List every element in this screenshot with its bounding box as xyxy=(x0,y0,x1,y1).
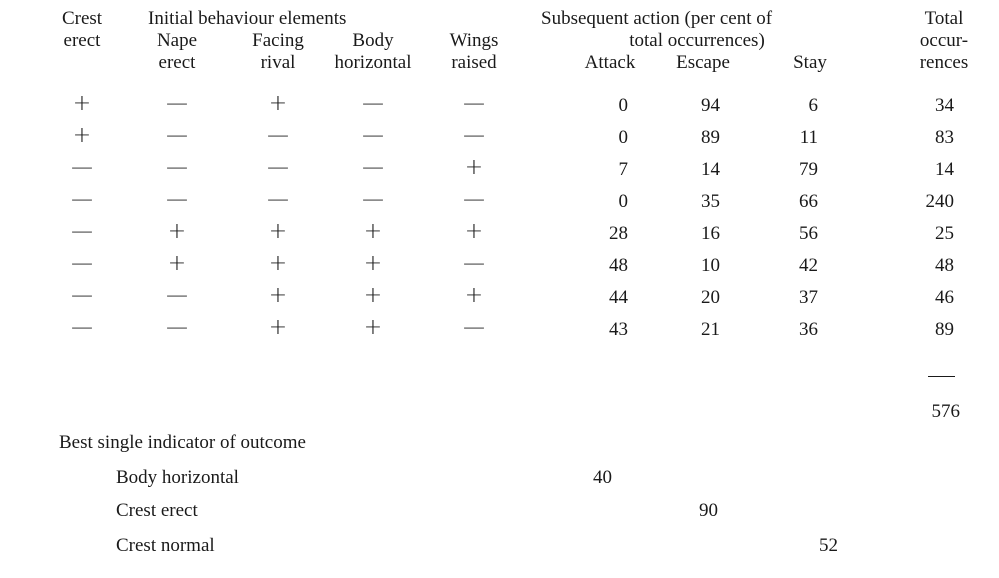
sign-body-horizontal: — xyxy=(362,123,384,148)
sign-facing-rival: + xyxy=(268,219,288,244)
sign-wings-raised: — xyxy=(463,251,485,276)
sign-body-horizontal: — xyxy=(362,91,384,116)
sign-crest-erect: — xyxy=(71,251,93,276)
sign-wings-raised: — xyxy=(463,187,485,212)
column-header-wings-raised: Wings xyxy=(449,30,499,51)
sign-crest-erect: — xyxy=(71,315,93,340)
attack-value: 0 xyxy=(618,127,628,148)
sign-nape-erect: + xyxy=(167,219,187,244)
sign-body-horizontal: — xyxy=(362,155,384,180)
sign-facing-rival: + xyxy=(268,315,288,340)
sign-facing-rival: — xyxy=(267,155,289,180)
attack-value: 44 xyxy=(609,287,628,308)
total-value: 48 xyxy=(935,255,954,276)
stay-value: 37 xyxy=(799,287,818,308)
total-value: 25 xyxy=(935,223,954,244)
attack-value: 43 xyxy=(609,319,628,340)
column-header-facing-rival: Facing xyxy=(252,30,304,51)
indicator-heading: Best single indicator of outcome xyxy=(59,432,306,453)
total-value: 89 xyxy=(935,319,954,340)
total-value: 83 xyxy=(935,127,954,148)
sign-nape-erect: — xyxy=(166,315,188,340)
stay-value: 66 xyxy=(799,191,818,212)
sign-facing-rival: + xyxy=(268,251,288,276)
sign-wings-raised: — xyxy=(463,123,485,148)
escape-value: 89 xyxy=(701,127,720,148)
group-header-initial: Initial behaviour elements xyxy=(148,8,347,29)
attack-value: 28 xyxy=(609,223,628,244)
column-header-wings-raised-line2: raised xyxy=(451,52,497,73)
escape-value: 94 xyxy=(701,95,720,116)
stay-value: 56 xyxy=(799,223,818,244)
escape-value: 16 xyxy=(701,223,720,244)
stay-value: 36 xyxy=(799,319,818,340)
column-header-attack: Attack xyxy=(584,52,636,73)
escape-value: 20 xyxy=(701,287,720,308)
total-value: 14 xyxy=(935,159,954,180)
indicator-value-stay: 52 xyxy=(819,535,838,556)
column-header-crest-erect-line2: erect xyxy=(63,30,101,51)
sign-nape-erect: — xyxy=(166,91,188,116)
stay-value: 6 xyxy=(808,95,818,116)
column-header-total: Total xyxy=(924,8,964,29)
sign-wings-raised: — xyxy=(463,91,485,116)
escape-value: 14 xyxy=(701,159,720,180)
sign-body-horizontal: + xyxy=(363,251,383,276)
sign-nape-erect: — xyxy=(166,283,188,308)
sign-crest-erect: — xyxy=(71,187,93,212)
sign-nape-erect: — xyxy=(166,155,188,180)
attack-value: 0 xyxy=(618,191,628,212)
total-value: 240 xyxy=(925,191,954,212)
sign-body-horizontal: + xyxy=(363,283,383,308)
sign-wings-raised: — xyxy=(463,315,485,340)
total-value: 46 xyxy=(935,287,954,308)
column-header-body-horizontal-line2: horizontal xyxy=(334,52,412,73)
indicator-label-crest-erect: Crest erect xyxy=(116,500,198,521)
grand-total: 576 xyxy=(931,401,960,422)
group-header-subsequent: Subsequent action (per cent of xyxy=(541,8,773,29)
sign-crest-erect: — xyxy=(71,283,93,308)
column-header-escape: Escape xyxy=(676,52,730,73)
group-header-subsequent-line2: total occurrences) xyxy=(629,30,765,51)
escape-value: 10 xyxy=(701,255,720,276)
column-header-nape-erect: Nape xyxy=(156,30,198,51)
total-value: 34 xyxy=(935,95,954,116)
sign-nape-erect: — xyxy=(166,187,188,212)
sign-wings-raised: + xyxy=(464,283,484,308)
column-header-total-line3: rences xyxy=(919,52,969,73)
sign-wings-raised: + xyxy=(464,219,484,244)
sign-facing-rival: + xyxy=(268,283,288,308)
indicator-value-escape: 90 xyxy=(699,500,718,521)
total-rule xyxy=(928,376,955,377)
sign-body-horizontal: + xyxy=(363,219,383,244)
stay-value: 42 xyxy=(799,255,818,276)
sign-crest-erect: + xyxy=(72,91,92,116)
sign-nape-erect: — xyxy=(166,123,188,148)
column-header-body-horizontal: Body xyxy=(352,30,394,51)
column-header-nape-erect-line2: erect xyxy=(158,52,196,73)
sign-facing-rival: — xyxy=(267,123,289,148)
sign-crest-erect: + xyxy=(72,123,92,148)
column-header-crest-erect: Crest xyxy=(61,8,103,29)
sign-body-horizontal: — xyxy=(362,187,384,212)
sign-facing-rival: + xyxy=(268,91,288,116)
stay-value: 79 xyxy=(799,159,818,180)
column-header-stay: Stay xyxy=(793,52,827,73)
sign-crest-erect: — xyxy=(71,155,93,180)
attack-value: 48 xyxy=(609,255,628,276)
sign-nape-erect: + xyxy=(167,251,187,276)
escape-value: 35 xyxy=(701,191,720,212)
sign-facing-rival: — xyxy=(267,187,289,212)
indicator-value-attack: 40 xyxy=(593,467,612,488)
escape-value: 21 xyxy=(701,319,720,340)
attack-value: 7 xyxy=(618,159,628,180)
attack-value: 0 xyxy=(618,95,628,116)
column-header-facing-rival-line2: rival xyxy=(260,52,296,73)
indicator-label-crest-normal: Crest normal xyxy=(116,535,215,556)
sign-crest-erect: — xyxy=(71,219,93,244)
column-header-total-line2: occur- xyxy=(919,30,969,51)
indicator-label-body-horizontal: Body horizontal xyxy=(116,467,239,488)
sign-body-horizontal: + xyxy=(363,315,383,340)
sign-wings-raised: + xyxy=(464,155,484,180)
stay-value: 11 xyxy=(799,127,818,148)
